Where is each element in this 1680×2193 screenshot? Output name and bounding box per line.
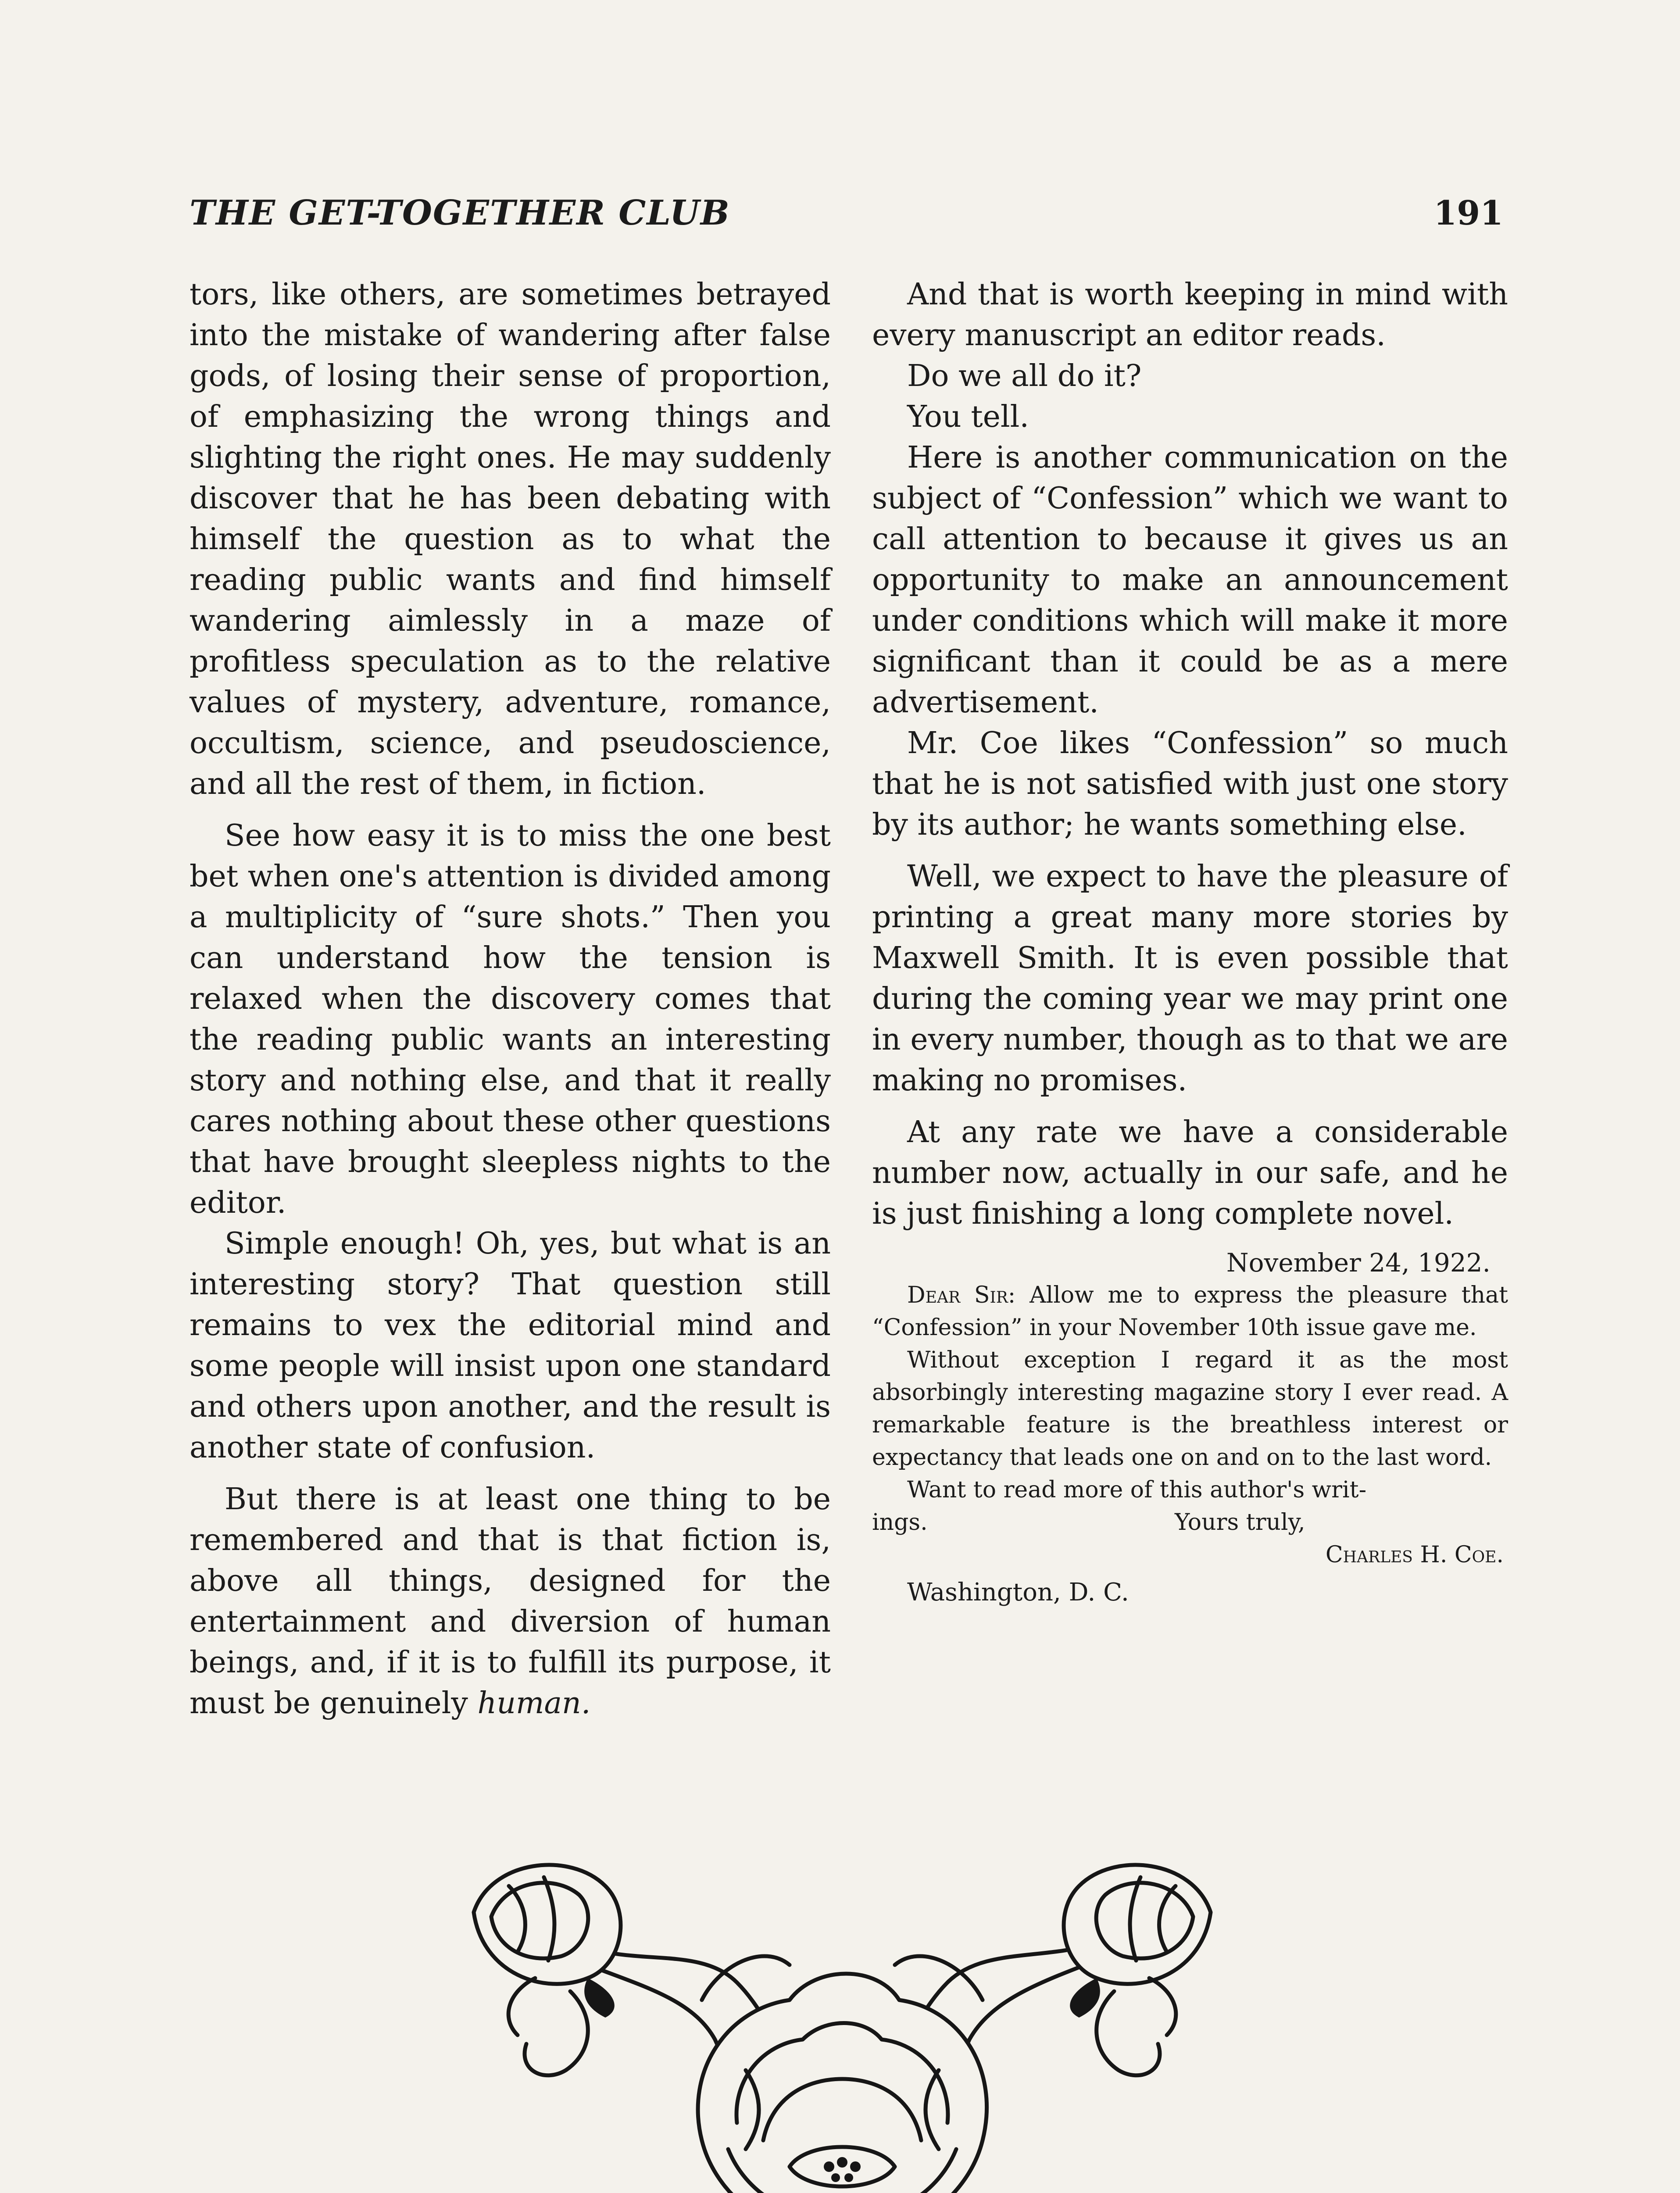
paragraph: And that is worth keeping in mind with every manuscript an editor reads. (872, 277, 1508, 353)
paragraph: Here is another communication on the subject of “Confession” which we want to call attention to because it gives us an opportunity to make an announcement under conditions which will make it more significant than it could be as a mere advertisement. (872, 440, 1508, 720)
left-column (189, 274, 831, 1724)
letter-paragraph: Want to read more of this author's writ- (907, 1477, 1367, 1503)
paragraph: Well, we expect to have the pleasure of printing a great many more stories by Maxwell Smith. It is even possible that during the coming year we may print one in every number, though as to that we are making no promises. (872, 859, 1508, 1098)
paragraph: Do we all do it? (907, 359, 1142, 393)
letter-place: Washington, D. C. (907, 1578, 1129, 1607)
paragraph: At any rate we have a considerable number now, actually in our safe, and he is just finishing a long complete novel. (872, 1115, 1508, 1231)
letter-salutation: Dear Sir: (907, 1282, 1016, 1308)
paragraph: Mr. Coe likes “Confession” so much that he is not satisfied with just one story by its author; he wants something else. (872, 726, 1508, 842)
running-head (189, 193, 1503, 233)
paragraph: See how easy it is to miss the one best bet when one's attention is divided among a multiplicity of “sure shots.” Then you can understand how the tension is relaxed when the discovery comes that the reading public wants an interesting story and nothing else, and that it really cares nothing about these other questions that have brought sleepless nights to the editor. (189, 818, 831, 1220)
letter-text: Allow me to express the pleasure that “Confession” in your November 10th issue gave me. (872, 1282, 1508, 1341)
letter-text-end: ings. (872, 1509, 928, 1536)
paragraph: tors, like others, are sometimes betrayed into the mistake of wandering after false gods, of losing their sense of proportion, of emphasizing the wrong things and slighting the right ones. He may suddenly discover that he has been debating with himself the question as to what the reading public wants and find himself wandering aimlessly in a maze of profitless speculation as to the relative values of mystery, adventure, romance, occultism, science, and pseudoscience, and all the rest of them, in fiction. (189, 277, 831, 801)
letter-paragraph: Without exception I regard it as the most absorbingly interesting magazine story I ever read. A remarkable feature is the breathless interest or expectancy that leads one on and on to the last word. (872, 1347, 1508, 1471)
letter-signature: Charles H. Coe. (1325, 1542, 1504, 1568)
letter-closing-line (872, 1506, 1508, 1539)
paragraph-last (189, 1479, 831, 1724)
letter-closing: Yours truly, (1175, 1509, 1305, 1536)
letter-paragraph (872, 1279, 1508, 1344)
reader-letter (872, 1247, 1508, 1612)
paragraph-text: But there is at least one thing to be remembered and that is that fiction is, above all things, designed for the entertainment and diversion of human beings, and, if it is to fulfill its purpose, it must be genuinely (189, 1482, 831, 1721)
paragraph: You tell. (907, 400, 1029, 434)
floral-ornament (456, 1833, 1228, 2193)
right-column (872, 274, 1508, 1612)
paragraph: Simple enough! Oh, yes, but what is an interesting story? That question still remains to vex the editorial mind and some people will insist upon one standard and others upon another, and the result is another state of confusion. (189, 1226, 831, 1465)
emphasis-text: human. (477, 1686, 591, 1721)
running-title: THE GET-TOGETHER CLUB (189, 193, 730, 233)
letter-date: November 24, 1922. (1226, 1248, 1491, 1278)
page-number: 191 (1433, 193, 1503, 232)
